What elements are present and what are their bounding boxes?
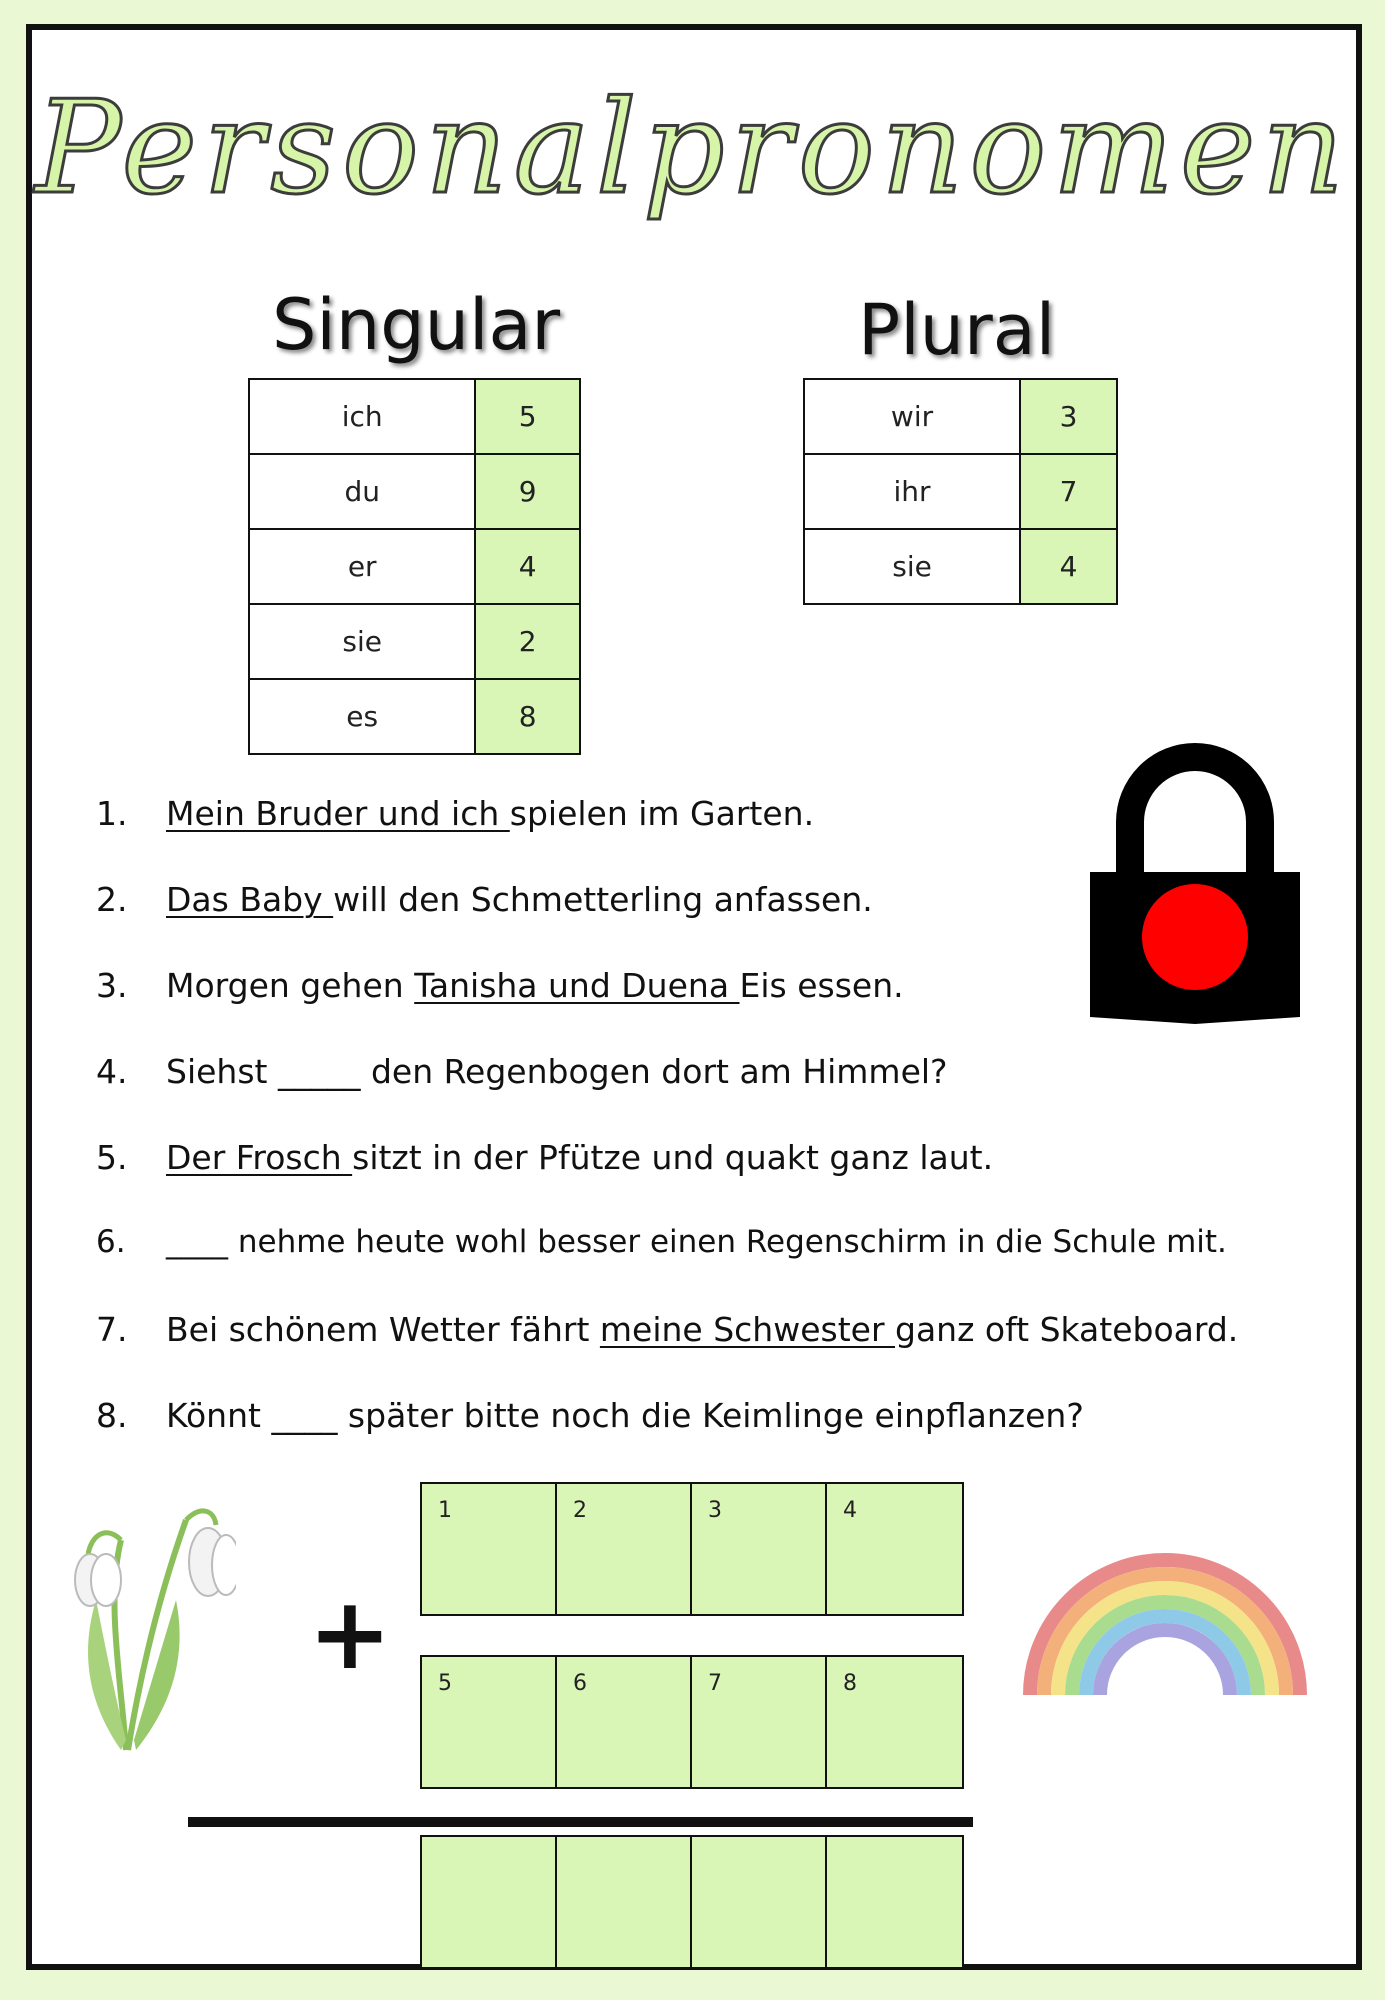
pronoun-cell: du [249,454,475,529]
pronoun-cell: es [249,679,475,754]
pronoun-cell: sie [804,529,1020,604]
code-box-label: 3 [708,1498,722,1523]
pronoun-cell: sie [249,604,475,679]
task-text: Siehst _____ den Regenbogen dort am Himmel? [166,1052,948,1091]
code-box-label: 5 [438,1671,452,1696]
table-row [804,529,1117,604]
number-cell[interactable]: 5 [475,379,580,454]
task-number: 2. [96,880,128,919]
table-row [804,379,1117,454]
code-box[interactable] [557,1484,692,1614]
code-box[interactable] [692,1484,827,1614]
task-number: 6. [96,1224,126,1260]
table-row [249,529,580,604]
sum-line [188,1817,973,1827]
task-number: 4. [96,1052,128,1091]
task-text: ____ nehme heute wohl besser einen Regenschirm in die Schule mit. [166,1224,1227,1260]
code-box-label: 7 [708,1671,722,1696]
table-row [249,679,580,754]
pronoun-cell: ihr [804,454,1020,529]
task-number: 3. [96,966,128,1005]
lock-icon [1085,742,1305,1027]
code-result-row [420,1835,964,1969]
task-number: 1. [96,794,128,833]
task-text: will den Schmetterling anfassen. [333,880,873,919]
code-box[interactable] [827,1657,962,1787]
result-box[interactable] [422,1837,557,1967]
task-text: Morgen gehen [166,966,415,1005]
pronoun-cell: wir [804,379,1020,454]
plus-sign: + [308,1575,392,1692]
task-6 [96,1224,1227,1260]
result-box[interactable] [827,1837,962,1967]
number-cell[interactable]: 4 [1020,529,1117,604]
table-row [249,454,580,529]
pronoun-cell: ich [249,379,475,454]
task-text: Bei schönem Wetter fährt [166,1310,600,1349]
number-cell[interactable]: 2 [475,604,580,679]
task-subject: Der Frosch [166,1138,353,1177]
plural-table [803,378,1118,605]
number-cell[interactable]: 9 [475,454,580,529]
plural-heading: Plural [858,289,1056,371]
code-box[interactable] [422,1657,557,1787]
table-row [249,604,580,679]
number-cell[interactable]: 3 [1020,379,1117,454]
code-row-2 [420,1655,964,1789]
code-box-label: 6 [573,1671,587,1696]
table-row [804,454,1117,529]
number-cell[interactable]: 8 [475,679,580,754]
task-text: ganz oft Skateboard. [895,1310,1239,1349]
task-subject: Tanisha und Duena [414,966,740,1005]
code-box-label: 8 [843,1671,857,1696]
snowdrop-icon [66,1480,236,1755]
task-text: spielen im Garten. [509,794,815,833]
task-subject: Das Baby [166,880,334,919]
pronoun-cell: er [249,529,475,604]
code-box[interactable] [422,1484,557,1614]
code-box-label: 2 [573,1498,587,1523]
task-text: Könnt ____ später bitte noch die Keimlinge einpflanzen? [166,1396,1084,1435]
task-number: 7. [96,1310,128,1349]
table-row [249,379,580,454]
task-subject: meine Schwester [599,1310,896,1349]
page-title: Personalpronomen [35,74,1350,223]
code-box[interactable] [692,1657,827,1787]
result-box[interactable] [557,1837,692,1967]
number-cell[interactable]: 7 [1020,454,1117,529]
code-box[interactable] [557,1657,692,1787]
code-box-label: 1 [438,1498,452,1523]
task-5 [96,1138,994,1177]
singular-table [248,378,581,755]
code-row-1 [420,1482,964,1616]
task-number: 8. [96,1396,128,1435]
task-subject: Mein Bruder und ich [166,794,510,833]
task-7 [96,1310,1239,1349]
code-box-label: 4 [843,1498,857,1523]
task-3 [96,966,904,1005]
task-1 [96,794,815,833]
rainbow-icon [1020,1545,1310,1705]
task-number: 5. [96,1138,128,1177]
code-box[interactable] [827,1484,962,1614]
task-8 [96,1396,1084,1435]
task-2 [96,880,873,919]
number-cell[interactable]: 4 [475,529,580,604]
task-text: Eis essen. [739,966,904,1005]
task-4 [96,1052,948,1091]
task-text: sitzt in der Pfütze und quakt ganz laut. [352,1138,994,1177]
result-box[interactable] [692,1837,827,1967]
singular-heading: Singular [272,284,561,366]
